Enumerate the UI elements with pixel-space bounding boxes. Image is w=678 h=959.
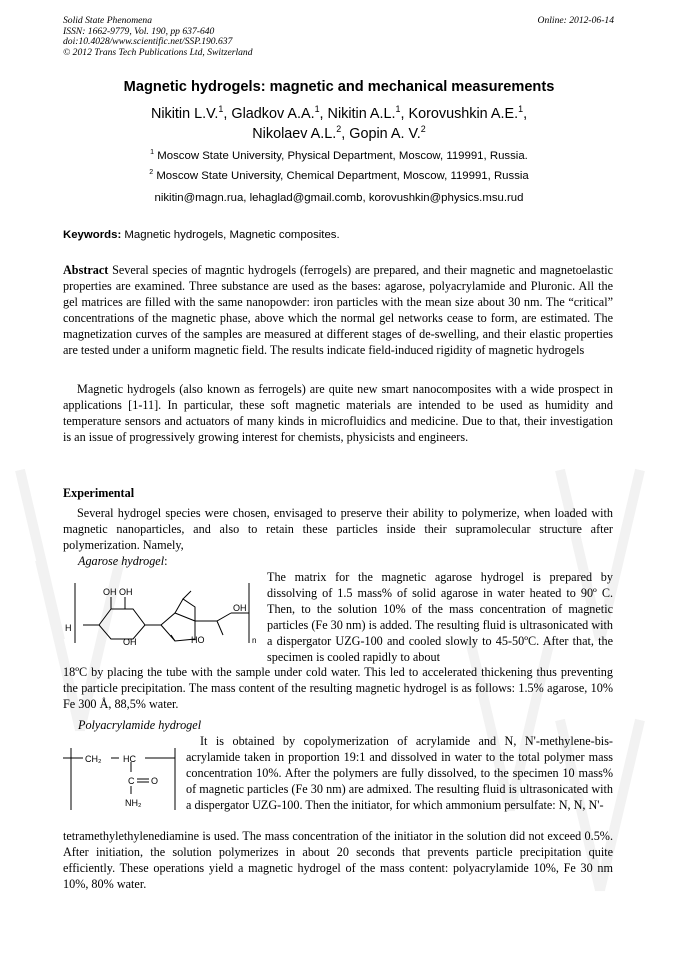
- copyright-line: © 2012 Trans Tech Publications Ltd, Switzerland: [63, 46, 253, 58]
- author-name: Nikitin L.V.: [150, 106, 219, 122]
- intro-paragraph: [63, 382, 613, 446]
- intro-text: Magnetic hydrogels (also known as ferrogels) are quite new smart nanocomposites with a wide prospect in applications [1-11]. In particular, these soft magnetic materials are intended to be used as humidity and temperature sensors and actuators of many kinds in microfluidics and medicine. Due to that, their investigation is an issue of progressively growing interest for chemists, physicists and engineers.: [63, 382, 613, 444]
- issn-line: ISSN: 1662-9779, Vol. 190, pp 637-640: [63, 25, 215, 37]
- agarose-bonds: [75, 583, 249, 643]
- affiliation-mark: 1: [150, 149, 155, 157]
- author-separator: ,: [341, 126, 350, 142]
- journal-header: [63, 16, 253, 58]
- author-separator: ,: [319, 106, 328, 122]
- affiliation-mark: 2: [149, 169, 154, 177]
- abstract-text: Several species of magntic hydrogels (ferrogels) are prepared, and their magnetic and magnetoelastic properties are examined. Three substance are used as the bases: agarose, polyacrylamide and Pluronic. All the gel matrices are filled with the same nanopowder: iron particles with the mean size about 30 nm. The “critical” concentrations of the magnetic phase, above which the normal gel networks cease to form, are estimated. The magnetization curves of the samples are measured at different stages of de-swelling, and their elastic properties are tested under a uniform magnetic field. The results indicate field-induced rigidity of magnetic hydrogels: [63, 263, 614, 357]
- author-affiliation-mark: 1: [518, 104, 524, 115]
- online-date: Online: 2012-06-14: [537, 15, 614, 26]
- author-separator: ,: [400, 106, 409, 122]
- journal-name: Solid State Phenomena: [63, 15, 152, 26]
- polyacrylamide-bonds: [63, 748, 175, 810]
- paper-title: Magnetic hydrogels: magnetic and mechanical measurements: [123, 79, 555, 95]
- affiliation-1: [0, 150, 678, 162]
- structure-label-hc: HC: [123, 754, 136, 764]
- keywords-text: Magnetic hydrogels, Magnetic composites.: [124, 229, 340, 241]
- agarose-structure-diagram: [63, 577, 263, 645]
- author-separator: ,: [223, 106, 232, 122]
- doi-line[interactable]: doi:10.4028/www.scientific.net/SSP.190.637: [63, 36, 233, 48]
- experimental-intro-text: Several hydrogel species were chosen, envisaged to preserve their ability to polymerize, when loaded with magnetic nanoparticles, and also to retain these particles inside their supramolecular structure after polymerization. Namely,: [63, 506, 613, 552]
- structure-label-ho: HO: [191, 635, 205, 645]
- structure-label-c: C: [128, 776, 135, 786]
- author-name: Korovushkin A.E.: [408, 106, 519, 122]
- keywords: [63, 229, 340, 241]
- polyacrylamide-structure-diagram: [63, 748, 181, 810]
- structure-label-o: O: [151, 776, 159, 786]
- author-name: Nikolaev A.L.: [252, 126, 337, 142]
- experimental-intro: [63, 506, 613, 554]
- structure-label-nh2: NH₂: [125, 798, 142, 808]
- author-name: Gopin A. V.: [349, 126, 421, 142]
- author-affiliation-mark: 2: [420, 124, 426, 135]
- author-line-1: [0, 104, 678, 124]
- affiliation-text: Moscow State University, Physical Department, Moscow, 119991, Russia.: [157, 150, 528, 162]
- author-separator: ,: [523, 106, 528, 122]
- polyacrylamide-procedure-text: It is obtained by copolymerization of acrylamide and N, N'-methylene-bis-acrylamide taken in proportion 19:1 and dissolved in water to the total polymer mass concentration 10%. After the polymers are fully dissolved, to the specimen 10 mass% of magnetic particles (Fe 30 nm) are admixed. The resulting fluid is ultrasonicated with a dispergator UZG-100. Then the initiator, for which ammonium persulfate: N, N, N'-: [186, 734, 613, 812]
- structure-label-oh-right: OH: [233, 603, 247, 613]
- affiliation-2: [0, 170, 678, 182]
- author-affiliation-mark: 1: [314, 104, 320, 115]
- polyacrylamide-procedure-wrapped: [186, 734, 613, 814]
- keywords-label: Keywords:: [63, 229, 122, 241]
- author-affiliation-mark: 2: [336, 124, 342, 135]
- abstract: [63, 263, 613, 358]
- author-emails[interactable]: nikitin@magn.rua, lehaglad@gmail.comb, korovushkin@physics.msu.rud: [154, 192, 524, 204]
- agarose-label-suffix: :: [164, 554, 168, 568]
- agarose-procedure-wrapped: The matrix for the magnetic agarose hydrogel is prepared by dissolving of 1.5 mass% of solid agarose in water heated to 90º C. Then, to the solution 10% of the mass concentration of magnetic particles (Fe 30 nm) is added. The resulting fluid is ultrasonicated with a dispergator UZG-100 and cooled slowly to 45-50ºC. After that, the specimen is cooled rapidly to about: [267, 570, 613, 664]
- agarose-subheading: [78, 554, 167, 569]
- author-name: Gladkov A.A.: [231, 106, 315, 122]
- structure-label-oh: OH: [123, 637, 137, 645]
- agarose-procedure-continued: [63, 665, 613, 713]
- agarose-label: Agarose hydrogel: [78, 554, 165, 568]
- structure-label-h: H: [65, 623, 72, 633]
- structure-label-oh-pair: OH OH: [103, 587, 133, 597]
- affiliation-text: Moscow State University, Chemical Department, Moscow, 119991, Russia: [156, 170, 529, 182]
- author-name: Nikitin A.L.: [327, 106, 396, 122]
- structure-label-n: n: [252, 636, 257, 645]
- author-affiliation-mark: 1: [218, 104, 224, 115]
- author-line-2: [0, 124, 678, 144]
- author-list: [0, 104, 678, 144]
- polyacrylamide-subheading: Polyacrylamide hydrogel: [78, 718, 202, 732]
- author-affiliation-mark: 1: [395, 104, 401, 115]
- abstract-label: Abstract: [63, 263, 109, 277]
- section-heading-experimental: Experimental: [63, 486, 135, 500]
- structure-label-ch2: CH₂: [85, 754, 102, 764]
- agarose-procedure-text: 18ºC by placing the tube with the sample under cold water. This led to accelerated thickening thus preventing the particle precipitation. The mass content of the resulting magnetic hydrogel is as follows: 1.5% agarose, 10% Fe 300 Å, 88,5% water.: [63, 665, 613, 711]
- polyacrylamide-procedure-continued-text: tetramethylethylenediamine is used. The mass concentration of the initiator in the solution did not exceed 0.5%. After initiation, the solution polymerizes in about 20 seconds that prevents particle precipitation quite efficiently. These operations yield a magnetic hydrogel of the mass content: polyacrylamide 10%, Fe 30 nm 10%, 80% water.: [63, 829, 613, 891]
- polyacrylamide-procedure-continued: [63, 829, 613, 893]
